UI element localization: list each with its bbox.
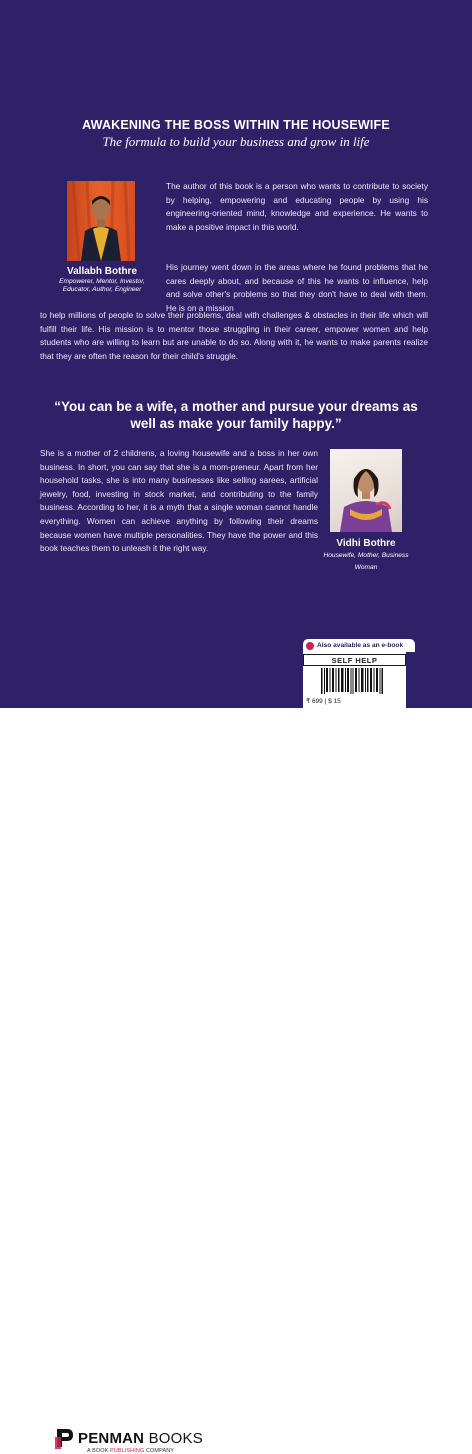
book-subtitle: The formula to build your business and grow in life [102,134,370,149]
author-photo-vallabh [67,181,135,261]
ebook-availability-tab [303,639,415,652]
category-label: SELF HELP [303,654,406,666]
author-bio-paragraph-2: His journey went down in the areas where he found problems that he cares deeply about, and because of this he wants to influence, help and solve other's problems so that they don't have to deal with them. He is on a mission [166,262,428,313]
book-title: AWAKENING THE BOSS WITHIN THE HOUSEWIFE [82,118,390,132]
barcode-icon [321,668,383,694]
author-bio-paragraph-2-cont: to help millions of people to solve their problems, deal with challenges & obstacles in their life which will fulfill their life. His mission is to mentor those struggling in their career, empower women and help students who are willing to learn but are unable to do so. Along with it, he wants to make parents realize that they are often the reason for their child's struggle. [40,310,428,361]
author-role-vallabh: Empowerer, Mentor, Investor, Educator, Author, Engineer [59,278,145,293]
author-name-vallabh: Vallabh Bothre [66,266,137,277]
author-bio-paragraph-1: The author of this book is a person who wants to contribute to society by helping, empowering and educating people by using his engineering-oriented mind, knowledge and experience. He wants to make a positive impact in this world. [166,181,428,232]
author-photo-vidhi [330,449,402,532]
ebook-label: Also available as an e-book [317,642,404,649]
publisher-tagline: A BOOK PUBLISHING COMPANY [87,1448,175,1454]
back-cover [0,0,472,708]
pull-quote: “You can be a wife, a mother and pursue your dreams as well as make your family happy.” [54,399,418,431]
author-role-vidhi: Housewife, Mother, Business Woman [323,552,409,571]
publisher-name: PENMAN BOOKS [78,1430,203,1447]
price-label: ₹ 699 | $ 15 [306,698,341,705]
publisher-footer [0,708,472,1454]
author-name-vidhi: Vidhi Bothre [336,538,396,549]
ebook-icon [306,642,314,650]
author-bio-vidhi: She is a mother of 2 childrens, a loving housewife and a boss in her own business. In short, you can say that she is a mom-preneur. Apart from her household tasks, she is into many businesses like selling sarees, artificial jewelry, food, investing in stock market, and contributing to the family business. According to her, it is a myth that a single woman cannot handle everything. Women can achieve anything by following their dreams because women have multiple personalities. They have the power and this book teaches them to unleash it the right way. [40,448,318,554]
penman-logo-icon [55,1427,75,1449]
